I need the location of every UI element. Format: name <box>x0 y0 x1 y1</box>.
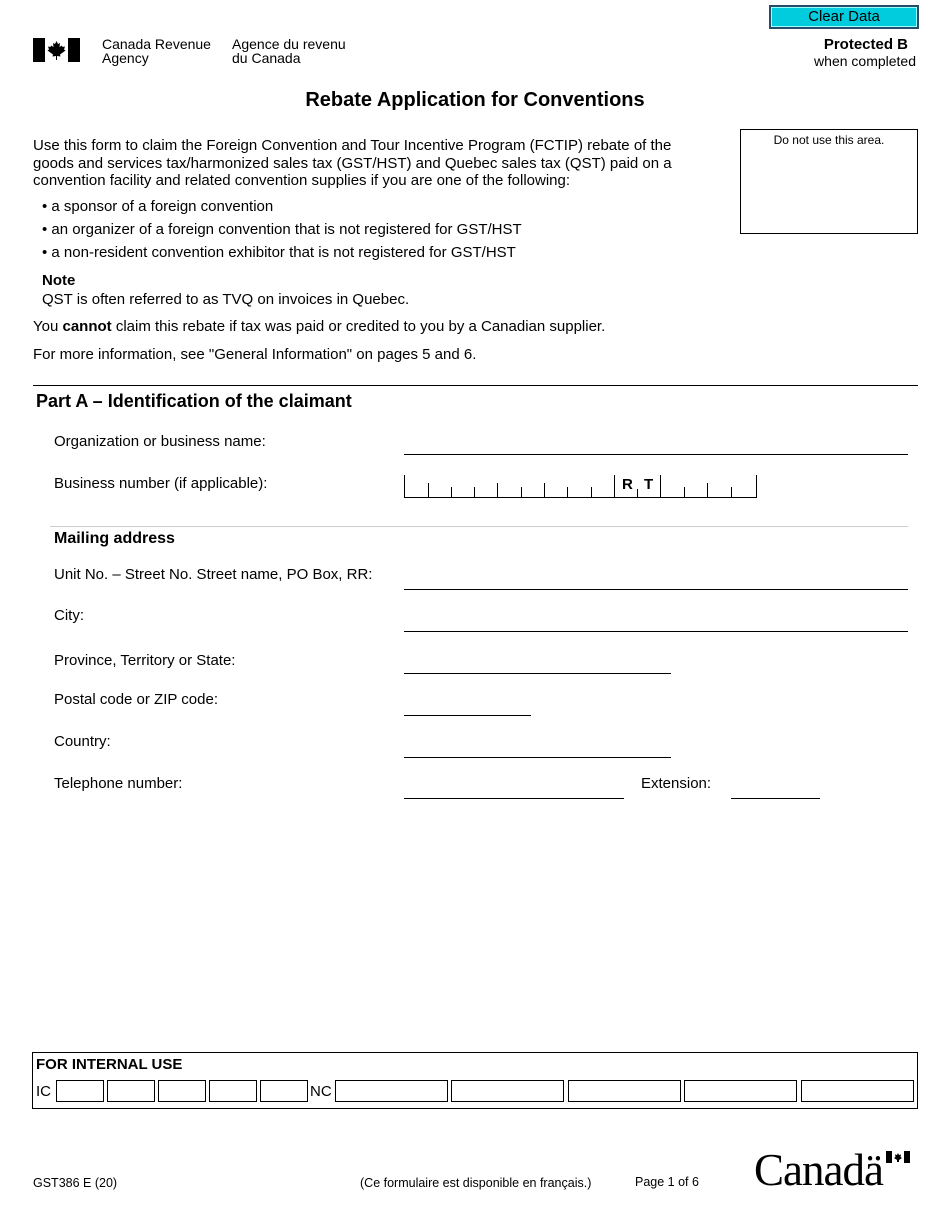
page-title: Rebate Application for Conventions <box>305 89 645 111</box>
subsection-divider <box>50 526 908 527</box>
bullet-item: • an organizer of a foreign convention that is not registered for GST/HST <box>42 221 522 238</box>
org-name-input[interactable] <box>404 454 908 455</box>
extension-input[interactable] <box>731 798 820 799</box>
canada-wordmark <box>754 1145 883 1195</box>
bn-tick <box>451 487 452 497</box>
bn-letter-t: T <box>644 476 654 493</box>
ic-box[interactable] <box>56 1080 104 1102</box>
province-label: Province, Territory or State: <box>54 652 236 669</box>
bullet-item: • a non-resident convention exhibitor that is not registered for GST/HST <box>42 244 516 261</box>
bn-tick <box>731 487 732 497</box>
note-title: Note <box>42 272 76 289</box>
phone-label: Telephone number: <box>54 775 183 792</box>
street-label: Unit No. – Street No. Street name, PO Box, RR: <box>54 566 373 583</box>
protected-b: Protected B <box>823 36 908 53</box>
business-number-input[interactable] <box>404 475 757 498</box>
bn-letter-r: R <box>622 476 633 493</box>
dept-fr-line2: du Canada <box>232 50 301 66</box>
nc-label: NC <box>310 1083 332 1100</box>
page-number: Page 1 of 6 <box>635 1175 699 1189</box>
ic-label: IC <box>36 1083 51 1100</box>
wordmark-text: Canadä <box>754 1145 883 1195</box>
dept-en-line2: Agency <box>102 50 149 66</box>
protected-sub: when completed <box>814 53 916 69</box>
ic-box[interactable] <box>260 1080 308 1102</box>
bn-tick <box>614 475 615 497</box>
bn-tick <box>544 483 545 497</box>
office-use-box <box>740 129 918 234</box>
bn-tick <box>707 483 708 497</box>
canada-flag-icon <box>33 38 80 62</box>
bn-label: Business number (if applicable): <box>54 475 268 492</box>
nc-box[interactable] <box>335 1080 448 1102</box>
nc-box[interactable] <box>568 1080 681 1102</box>
office-use-label: Do not use this area. <box>773 133 885 147</box>
nc-box[interactable] <box>801 1080 914 1102</box>
province-input[interactable] <box>404 673 671 674</box>
city-input[interactable] <box>404 631 908 632</box>
bn-tick <box>567 487 568 497</box>
postal-input[interactable] <box>404 715 531 716</box>
mailing-address-heading: Mailing address <box>54 530 175 547</box>
french-availability: (Ce formulaire est disponible en français.) <box>360 1176 592 1190</box>
bn-tick <box>684 487 685 497</box>
nc-box[interactable] <box>451 1080 564 1102</box>
dept-name-fr <box>232 37 346 65</box>
dept-en-line1: Canada Revenue <box>102 36 211 52</box>
wordmark-flag-icon <box>886 1151 910 1163</box>
internal-use-heading: FOR INTERNAL USE <box>36 1056 183 1073</box>
ic-box[interactable] <box>209 1080 257 1102</box>
ic-box[interactable] <box>158 1080 206 1102</box>
cannot-claim-text <box>33 318 605 335</box>
extension-label: Extension: <box>641 775 712 792</box>
dept-name-en <box>102 37 211 65</box>
country-label: Country: <box>54 733 111 750</box>
bn-tick <box>660 475 661 497</box>
country-input[interactable] <box>404 757 671 758</box>
cannot-pre: You <box>33 318 63 335</box>
protected-label <box>814 36 916 69</box>
org-name-label: Organization or business name: <box>54 433 266 450</box>
bullet-item: • a sponsor of a foreign convention <box>42 198 274 215</box>
note-text: QST is often referred to as TVQ on invoices in Quebec. <box>42 291 410 308</box>
form-id: GST386 E (20) <box>33 1176 118 1190</box>
city-label: City: <box>54 607 84 624</box>
bn-tick <box>428 483 429 497</box>
intro-paragraph: Use this form to claim the Foreign Convention and Tour Incentive Program (FCTIP) rebate of the goods and services tax/harmonized sales tax (GST/HST) and Quebec sales tax (QST) paid on a convention facility and related convention supplies if you are one of the following: <box>33 137 672 189</box>
cannot-bold: cannot <box>62 318 112 335</box>
postal-label: Postal code or ZIP code: <box>54 691 218 708</box>
nc-box[interactable] <box>684 1080 797 1102</box>
street-input[interactable] <box>404 589 908 590</box>
clear-data-button[interactable]: Clear Data <box>769 5 919 29</box>
bn-tick <box>497 483 498 497</box>
dept-fr-line1: Agence du revenu <box>232 36 346 52</box>
section-divider <box>33 385 918 386</box>
cannot-post: claim this rebate if tax was paid or credited to you by a Canadian supplier. <box>111 318 606 335</box>
bn-tick <box>521 487 522 497</box>
bn-tick <box>474 487 475 497</box>
ic-box[interactable] <box>107 1080 155 1102</box>
bn-tick <box>637 489 638 497</box>
bn-tick <box>591 487 592 497</box>
phone-input[interactable] <box>404 798 624 799</box>
internal-use-box <box>32 1052 918 1109</box>
more-info-text: For more information, see "General Information" on pages 5 and 6. <box>33 346 477 363</box>
part-a-heading: Part A – Identification of the claimant <box>36 391 352 411</box>
